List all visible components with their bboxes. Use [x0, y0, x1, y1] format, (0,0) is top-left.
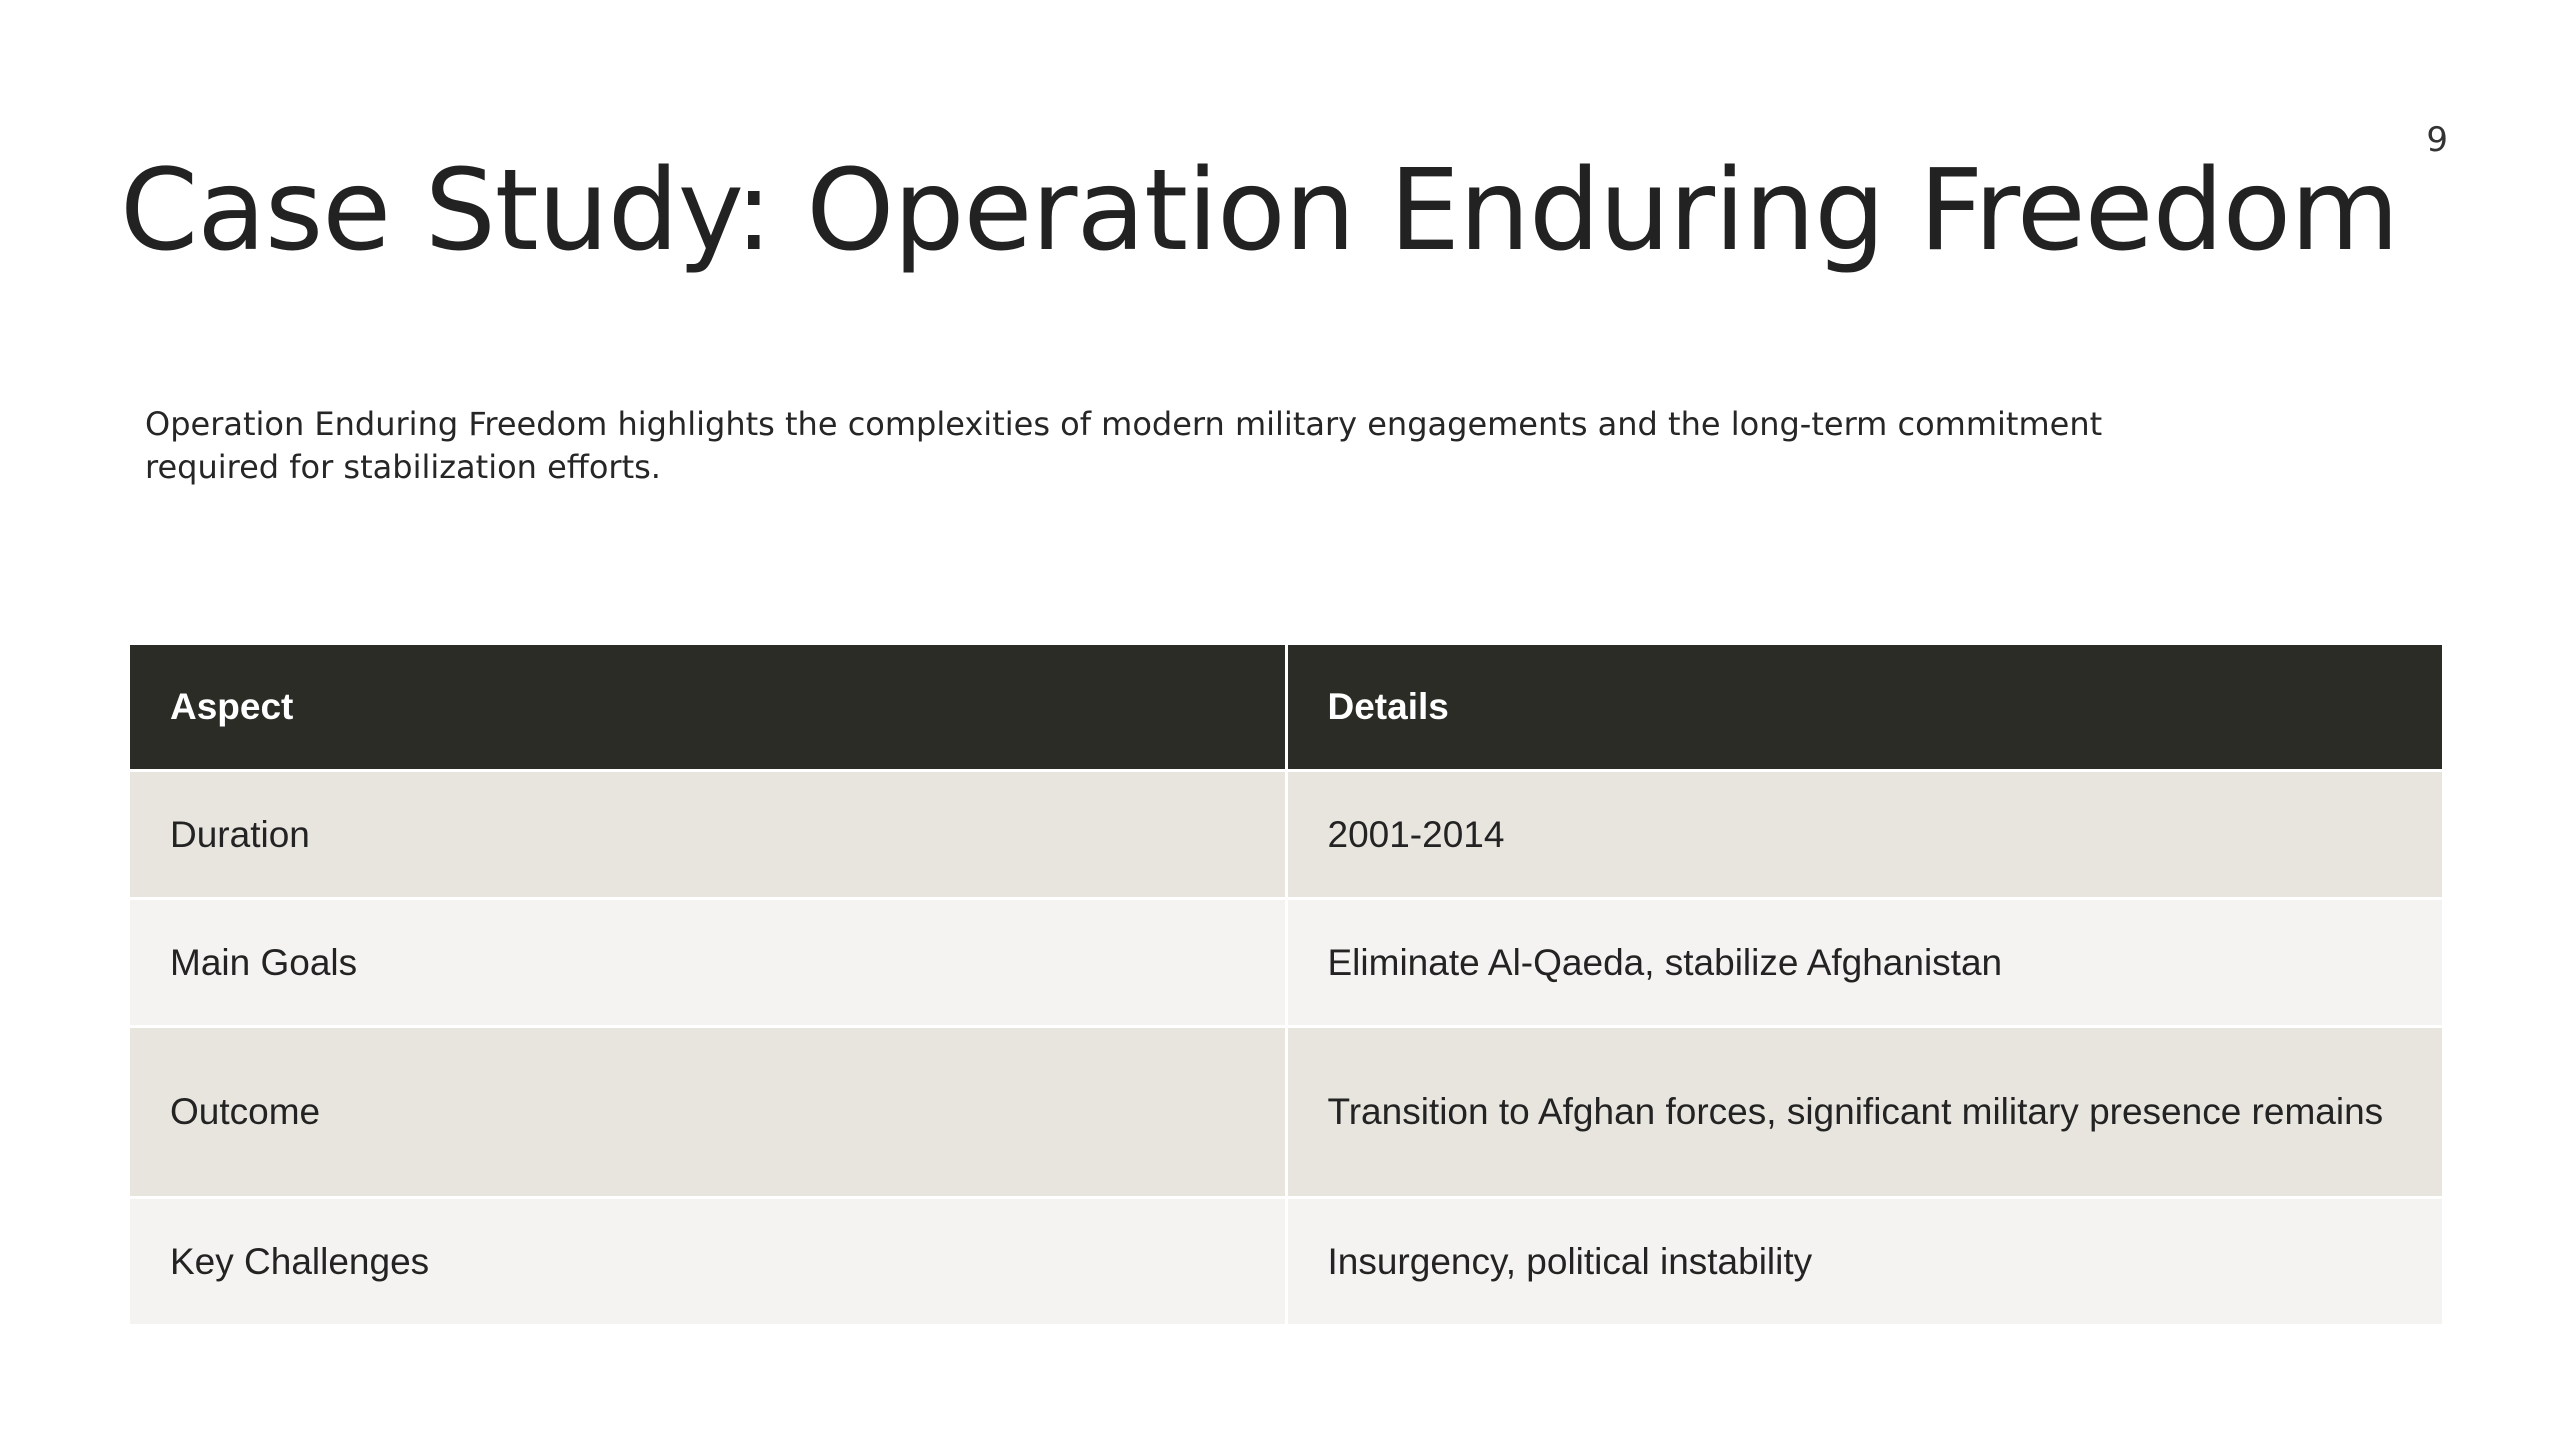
table-row	[130, 1198, 2442, 1325]
page-number: 9	[2426, 120, 2448, 160]
cell-aspect: Key Challenges	[130, 1198, 1286, 1325]
cell-aspect: Outcome	[130, 1027, 1286, 1198]
slide-title: Case Study: Operation Enduring Freedom	[120, 146, 2399, 276]
table-row	[130, 1027, 2442, 1198]
slide-subtitle: Operation Enduring Freedom highlights the complexities of modern military engagements and the long-term commitment required for stabilization efforts.	[145, 405, 2103, 486]
cell-details: Eliminate Al-Qaeda, stabilize Afghanistan	[1286, 899, 2442, 1027]
table-header-row	[130, 645, 2442, 771]
cell-aspect: Duration	[130, 771, 1286, 899]
cell-details: Insurgency, political instability	[1286, 1198, 2442, 1325]
table-row	[130, 771, 2442, 899]
header-aspect: Aspect	[130, 645, 1286, 771]
header-details: Details	[1286, 645, 2442, 771]
cell-details: 2001-2014	[1286, 771, 2442, 899]
table-row	[130, 899, 2442, 1027]
aspect-details-table	[130, 645, 2442, 1324]
cell-aspect: Main Goals	[130, 899, 1286, 1027]
cell-details: Transition to Afghan forces, significant military presence remains	[1286, 1027, 2442, 1198]
